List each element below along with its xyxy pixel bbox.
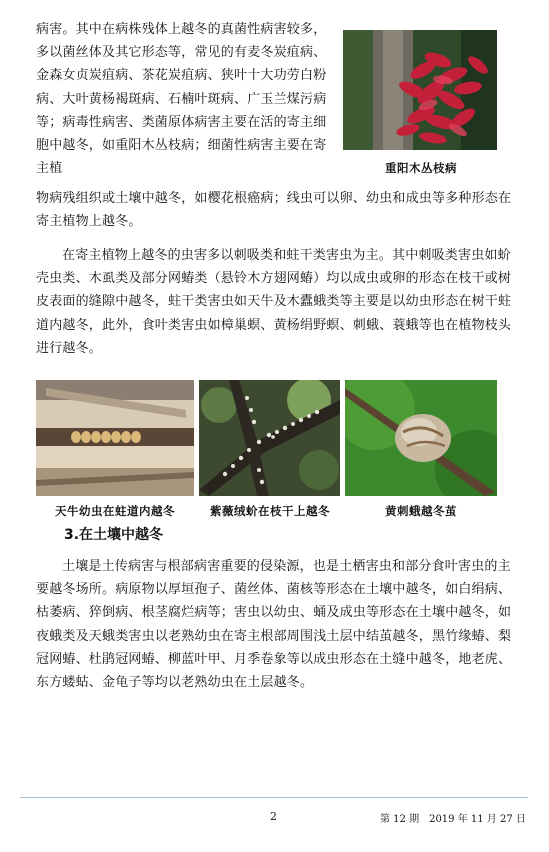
paragraph-1-top: 病害。其中在病株残体上越冬的真菌性病害较多，多以菌丝体及其它形态等，常见的有麦冬炭疽病、金森女贞炭疽病、茶花炭疽病、狭叶十大功劳白粉病、大叶黄杨褐斑病、石楠叶斑病、广玉兰煤污病等；病毒性病害、类菌原体病害主要在活的寄主细胞中越冬，如重阳木丛枝病；细菌性病害主要在寄主植 bbox=[36, 22, 327, 177]
photo-witches-broom bbox=[343, 30, 497, 150]
paragraph-1-bottom: 物病残组织或土壤中越冬，如樱花根癌病；线虫可以卵、幼虫和成虫等多种形态在寄主植物上越冬。 bbox=[36, 191, 512, 230]
caption-scale-insect: 紫薇绒蚧在枝干上越冬 bbox=[210, 504, 330, 518]
caption-witches-broom: 重阳木丛枝病 bbox=[385, 161, 457, 175]
section-heading: 3.在土壤中越冬 bbox=[64, 527, 164, 543]
issue-date: 第 12 期 2019 年 11 月 27 日 bbox=[380, 814, 526, 825]
photo-scale-insect bbox=[199, 380, 340, 496]
caption-cocoon: 黄刺蛾越冬茧 bbox=[385, 504, 457, 518]
paragraph-2: 在寄主植物上越冬的虫害多以刺吸类和蛀干类害虫为主。其中刺吸类害虫如蚧壳虫类、木虱类及部分网蝽类（悬铃木方翅网蝽）均以成虫或卵的形态在枝干或树皮表面的缝隙中越冬，蛀干类害虫如天牛及木蠹蛾类等主要是以幼虫形态在树干蛀道内越冬，此外，食叶类害虫如樟巢螟、黄杨绢野螟、刺蛾、蓑蛾等也在植物枝头进行越冬。 bbox=[36, 248, 512, 356]
paragraph-3: 土壤是土传病害与根部病害重要的侵染源，也是土栖害虫和部分食叶害虫的主要越冬场所。病原物以厚垣孢子、菌丝体、菌核等形态在土壤中越冬，如白绢病、枯萎病、猝倒病、根茎腐烂病等；害虫以幼虫、蛹及成虫等形态在土壤中越冬，如夜蛾类及天蛾类害虫以老熟幼虫在寄主根部周围浅土层中结茧越冬，黑竹缘蝽、梨冠网蝽、杜鹃冠网蝽、柳蓝叶甲、月季卷象等以成虫形态在土缝中越冬，地老虎、东方蝼蛄、金龟子等均以老熟幼虫在土层越冬。 bbox=[36, 559, 512, 691]
caption-longhorn-larva: 天牛幼虫在蛀道内越冬 bbox=[55, 504, 175, 518]
footer-divider bbox=[20, 797, 528, 798]
photo-longhorn-larva bbox=[36, 380, 194, 496]
page-number: 2 bbox=[270, 810, 277, 823]
photo-cocoon bbox=[345, 380, 497, 496]
